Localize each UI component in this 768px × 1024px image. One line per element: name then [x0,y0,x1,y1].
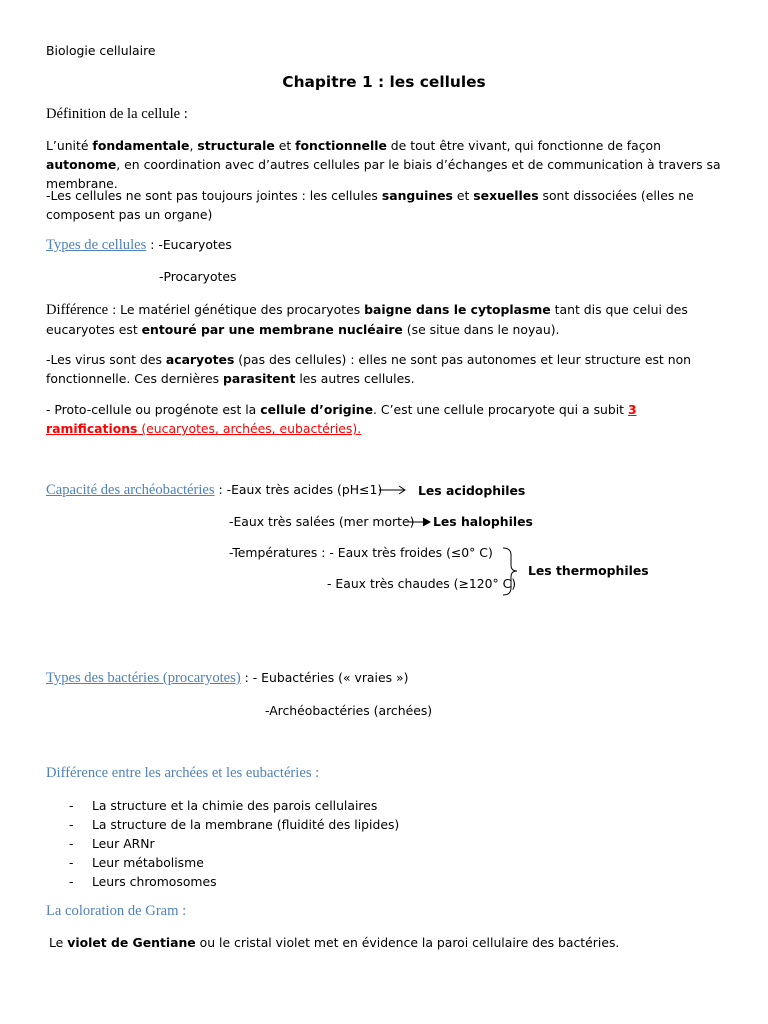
eucaryotes-item: -Eucaryotes [158,237,232,252]
cell-types-line: Types de cellules : -Eucaryotes [46,237,232,253]
cold-waters-item: -Températures : - Eaux très froides (≤0° C) [229,545,493,560]
list-dash: - [69,855,74,870]
gram-heading: La coloration de Gram : [46,903,187,919]
chapter-title: Chapitre 1 : les cellules [282,73,486,91]
proto-cell-paragraph: - Proto-cellule ou progénote est la cellule d’origine. C’est une cellule procaryote qui a subit 3 ramifications (eucaryotes, archées, eubactéries). [46,402,637,436]
acid-waters-item: : -Eaux très acides (pH≤1) [214,482,383,497]
capacity-line-1 [46,482,382,499]
salt-waters-item: -Eaux très salées (mer morte) [229,514,415,529]
halophiles-label: Les halophiles [433,514,533,529]
list-item-text: Leur ARNr [92,836,155,851]
arrow-right-icon [404,515,432,529]
capacity-heading: Capacité des archéobactéries [46,482,215,498]
list-item-text: Leurs chromosomes [92,874,217,889]
right-brace-icon [502,547,520,597]
list-dash: - [69,836,74,851]
cell-types-heading: Types de cellules [46,237,147,253]
acidophiles-label: Les acidophiles [418,483,526,498]
archaea-item: -Archéobactéries (archées) [265,703,433,718]
thermophiles-label: Les thermophiles [528,563,649,578]
procaryotes-item: -Procaryotes [159,269,237,284]
dissociated-cells-paragraph: -Les cellules ne sont pas toujours jointes : les cellules sanguines et sexuelles sont dissociées (elles ne composent pas un organe) [46,188,694,222]
arrow-right-icon [379,483,409,497]
hot-waters-item: - Eaux très chaudes (≥120° C) [327,576,517,591]
definition-heading: Définition de la cellule : [46,106,188,122]
list-dash: - [69,817,74,832]
bacteria-types-line [46,670,408,687]
definition-paragraph: L’unité fondamentale, structurale et fonctionnelle de tout être vivant, qui fonctionne de façon autonome, en coordination avec d’autres cellules par le biais d’échanges et de communication à travers sa membrane. [46,138,721,191]
list-dash: - [69,874,74,889]
archaea-difference-heading: Différence entre les archées et les eubactéries : [46,765,320,781]
virus-paragraph: -Les virus sont des acaryotes (pas des cellules) : elles ne sont pas autonomes et leur structure est non fonctionnelle. Ces dernières parasitent les autres cellules. [46,352,692,386]
bacteria-types-heading: Types des bactéries (procaryotes) [46,670,241,686]
list-item-text: La structure et la chimie des parois cellulaires [92,798,378,813]
list-item-text: Leur métabolisme [92,855,204,870]
course-header: Biologie cellulaire [46,43,156,58]
gram-paragraph: Le violet de Gentiane ou le cristal violet met en évidence la paroi cellulaire des bactéries. [49,935,620,950]
list-item-text: La structure de la membrane (fluidité des lipides) [92,817,400,832]
difference-paragraph: Différence : Le matériel génétique des procaryotes baigne dans le cytoplasme tant dis que celui des eucaryotes est entouré par une membrane nucléaire (se situe dans le noyau). [46,302,688,337]
list-dash: - [69,798,74,813]
eubacteria-item: : - Eubactéries (« vraies ») [240,670,409,685]
